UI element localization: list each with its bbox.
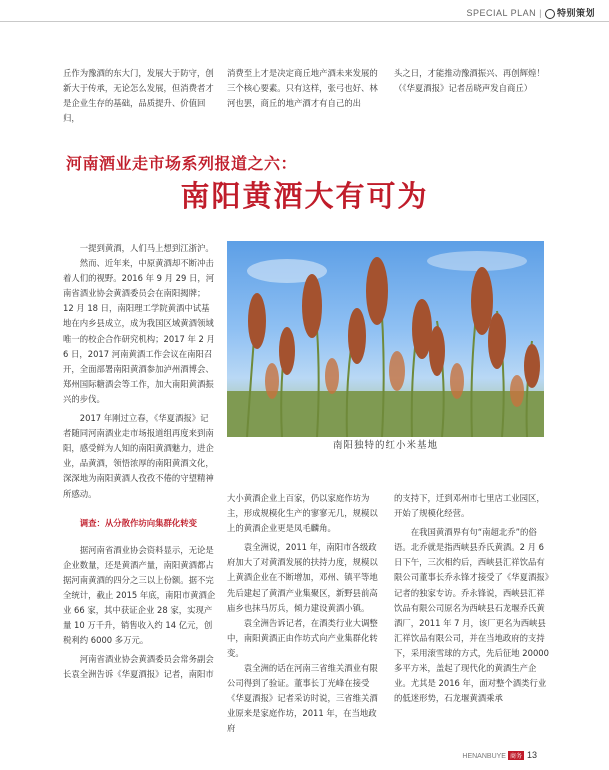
paragraph: 河南省酒业协会黄酒委员会常务副会长袁全洲告诉《华夏酒报》记者，南阳市 bbox=[63, 654, 214, 680]
top-column-2 bbox=[227, 66, 384, 111]
paragraph: 据河南省酒业协会资料显示，无论是企业数量，还是黄酒产量，南阳黄酒都占据河南黄酒的四分之三以上份额。据不完全统计，截止 2015 年底，南阳市黄酒企业 66 家，其中获证企业 28 家，实现产量 10 万千升，销售收入约 14 亿元，创税利约 6000 多万元。 bbox=[63, 544, 216, 646]
special-plan-label: 特别策划 bbox=[556, 8, 595, 18]
millet-illustration bbox=[227, 241, 544, 437]
header-rule bbox=[0, 21, 609, 22]
paragraph: 然而、近年来，中原黄酒却不断冲击着人们的视野。2016 年 9 月 29 日，河南省酒业协会黄酒委员会在南阳揭牌；12 月 18 日，南阳理工学院黄酒中试基地在内乡县成立，成为我国区域黄酒领域唯一的校企合作研究机构；2017 年 2 月 6 日，2017 河南黄酒工作会议在南阳召开，全面部署南阳黄酒参加泸州酒博会、郑州国际糖酒会等工作，加大南阳黄酒振兴的步伐。 bbox=[63, 258, 215, 404]
middle-column bbox=[227, 491, 384, 737]
lead-paragraph: 一提到黄酒，人们马上想到江浙沪。 bbox=[79, 243, 214, 253]
brand-badge: 商务 bbox=[508, 751, 524, 760]
right-column bbox=[394, 491, 550, 706]
photo-caption: 南阳独特的红小米基地 bbox=[332, 440, 438, 451]
paragraph: 袁全洲告诉记者，在酒类行业大调整中，南阳黄酒正由作坊式向产业集群化转变。 bbox=[227, 617, 378, 658]
top-column-2-text: 消费至上才是决定商丘地产酒未来发展的三个核心要素。只有这样，张弓也好、林河也罢，商丘的地产酒才有自己的出 bbox=[227, 68, 378, 109]
article-title: 南阳黄酒大有可为 bbox=[180, 179, 429, 213]
page-number: 13 bbox=[526, 750, 537, 760]
publication-name: HENANBUYE bbox=[462, 753, 506, 760]
page-header bbox=[466, 6, 595, 19]
section-label: SPECIAL PLAN bbox=[466, 8, 537, 18]
left-column bbox=[63, 241, 216, 683]
section-subhead: 调查：从分散作坊向集群化转变 bbox=[79, 517, 198, 528]
paragraph: 袁全洲说，2011 年，南阳市各级政府加大了对黄酒发展的扶持力度，规模以上黄酒企业在不断增加，邓州、镇平等地先后建起了黄酒产业集聚区，新野县前高庙乡也抹马厉兵，倾力建设黄酒小镇。 bbox=[227, 542, 378, 613]
paragraph: 2017 年刚过立春，《华夏酒报》记者随同河南酒业走市场报道组再度来到南阳，感受鲜为人知的南阳黄酒魅力，进企业，品黄酒，领悟浓厚的南阳黄酒文化，深深地为南阳黄酒人孜孜不倦的守望精神所感动。 bbox=[63, 413, 214, 499]
top-column-3-text: 头之日，才能推动豫酒振兴、再创辉煌！（《华夏酒报》记者岳晓声发自商丘） bbox=[394, 68, 545, 94]
paragraph: 的支持下，迁到邓州市七里店工业园区，开始了规模化经营。 bbox=[394, 493, 545, 519]
top-column-3 bbox=[394, 66, 550, 96]
top-column-1-text: 丘作为豫酒的东大门，发展大于防守，创新大于传承，无论怎么发展，但消费者才是企业生存的基础，品质提升、价值回归， bbox=[63, 68, 214, 124]
paragraph: 袁全洲的话在河南三省维关酒业有限公司得到了验证。董事长丁光峰在接受《华夏酒报》记者采访时说，三省维关酒业原来是家庭作坊，2011 年，在当地政府 bbox=[227, 663, 378, 734]
special-plan-icon bbox=[545, 9, 555, 19]
page-footer bbox=[462, 750, 537, 760]
header-divider: | bbox=[539, 8, 542, 18]
series-title: 河南酒业走市场系列报道之六： bbox=[66, 154, 298, 173]
millet-field-photo bbox=[227, 241, 544, 437]
top-column-1 bbox=[63, 66, 218, 126]
paragraph: 在我国黄酒界有句“南超北乔”的俗语。北乔就是指西峡县乔氏黄酒。2 月 6 日下午，三次相约后，西峡县汇祥饮品有限公司董事长乔永锋才接受了《华夏酒报》记者的独家专访。乔永锋说，西峡县汇祥饮品有限公司原名为西峡县石龙堰乔氏黄酒厂，2011 年 7 月，该厂更名为西峡县汇祥饮品有限公司，并在当地政府的支持下，采用滚雪球的方式，先后征地 20000 多平方米，盖起了现代化的黄酒生产企业。尤其是 2016 年，面对整个酒类行业的低迷形势，石龙堰黄酒乘承 bbox=[394, 527, 549, 704]
paragraph: 大小黄酒企业上百家，仍以家庭作坊为主，形成规模化生产的寥寥无几，规模以上的黄酒企业更是凤毛麟角。 bbox=[227, 493, 378, 534]
